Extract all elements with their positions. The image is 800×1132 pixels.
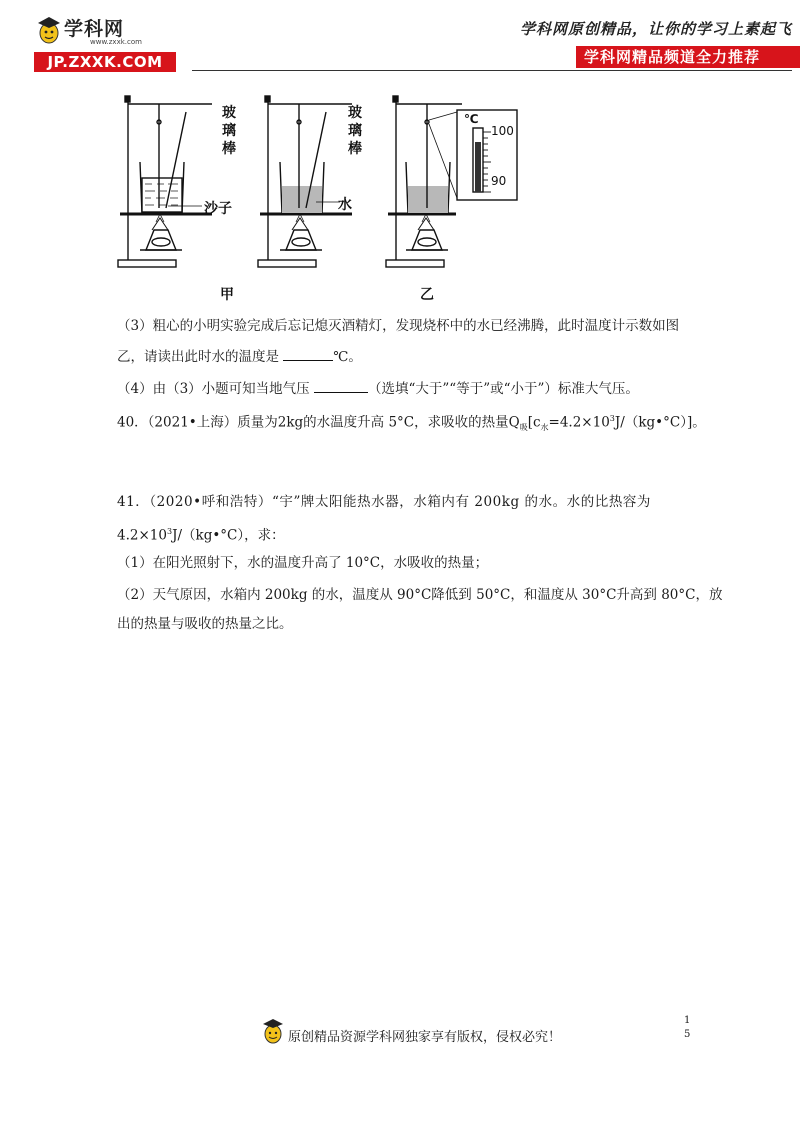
q40-line bbox=[117, 409, 706, 438]
q3-line-1: （3）粗心的小明实验完成后忘记熄灭酒精灯，发现烧杯中的水已经沸腾，此时温度计示数如图 bbox=[117, 318, 680, 334]
page-number-bottom: 5 bbox=[684, 1029, 691, 1040]
experiment-figure bbox=[112, 90, 552, 305]
caption-yi: 乙 bbox=[420, 287, 434, 303]
recommend-banner: 学科网精品频道全力推荐 bbox=[576, 46, 800, 68]
footer-mascot-icon bbox=[262, 1018, 284, 1044]
q4-text: （4）由（3）小题可知当地气压 bbox=[117, 381, 314, 397]
q4-options: （选填“大于”“等于”或“小于”）标准大气压。 bbox=[367, 381, 639, 397]
q41-sub-2: （2）天气原因，水箱内 200kg 的水，温度从 90°C降低到 50°C，和温度从 30°C升高到 80°C，放 bbox=[117, 587, 723, 603]
label-celsius: ℃ bbox=[464, 112, 479, 126]
q41-sub-2-cont: 出的热量与吸收的热量之比。 bbox=[117, 616, 293, 632]
logo-url: www.zxxk.com bbox=[90, 38, 142, 46]
logo-name: 学科网 bbox=[64, 18, 125, 40]
header-slogan: 学科网原创精品，让你的学习上素起飞 bbox=[519, 20, 792, 38]
header-divider bbox=[192, 70, 792, 71]
label-water: 水 bbox=[338, 197, 352, 213]
q41-line-1: 41．（2020•呼和浩特）“宇”牌太阳能热水器，水箱内有 200kg 的水。水的比热容为 bbox=[117, 494, 651, 510]
answer-blank-pressure[interactable] bbox=[314, 380, 368, 393]
q40-value: =4.2×10 bbox=[548, 414, 610, 431]
q41-exponent: 3 bbox=[166, 527, 173, 536]
page-number-top: 1 bbox=[684, 1015, 691, 1026]
q3-text: 乙，请读出此时水的温度是 bbox=[117, 349, 284, 365]
q41-unit: J/（kg•°C），求： bbox=[172, 527, 285, 544]
answer-blank-temperature[interactable] bbox=[283, 348, 333, 361]
q41-line-2 bbox=[117, 522, 285, 546]
q40-sub-absorb: 吸 bbox=[519, 423, 528, 433]
q41-sub-1: （1）在阳光照射下，水的温度升高了 10°C，水吸收的热量； bbox=[117, 555, 489, 571]
q41-value: 4.2×10 bbox=[117, 527, 167, 544]
q3-unit: ℃。 bbox=[333, 349, 362, 365]
label-glass-rod-1: 玻璃棒 bbox=[222, 105, 236, 157]
q40-unit: J/（kg•°C）]。 bbox=[614, 414, 706, 431]
logo-band: JP.ZXXK.COM bbox=[34, 52, 176, 72]
footer-copyright: 原创精品资源学科网独家享有版权，侵权必究！ bbox=[288, 1030, 562, 1045]
q40-c: [c bbox=[527, 414, 541, 431]
apparatus-diagram bbox=[112, 90, 552, 305]
label-scale-90: 90 bbox=[491, 174, 507, 188]
label-glass-rod-2: 玻璃棒 bbox=[348, 105, 362, 157]
site-logo[interactable] bbox=[34, 14, 184, 72]
q4-line bbox=[117, 379, 639, 399]
caption-jia: 甲 bbox=[220, 287, 234, 303]
q40-text: 40．（2021•上海）质量为2kg的水温度升高 5°C，求吸收的热量Q bbox=[117, 414, 520, 431]
label-scale-100: 100 bbox=[491, 124, 514, 138]
mascot-icon bbox=[36, 16, 62, 44]
q3-line-2 bbox=[117, 347, 362, 367]
q40-exponent: 3 bbox=[609, 414, 615, 423]
q40-sub-water: 水 bbox=[540, 423, 549, 433]
label-sand: 沙子 bbox=[204, 201, 232, 217]
